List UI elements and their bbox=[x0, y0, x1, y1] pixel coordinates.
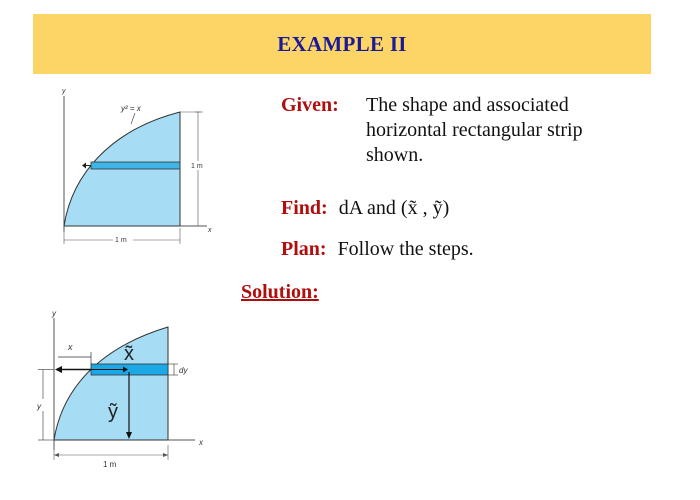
svg-text:dy: dy bbox=[179, 366, 188, 375]
svg-text:y: y bbox=[62, 88, 66, 95]
given-label: Given: bbox=[281, 94, 339, 116]
plan-text: Follow the steps. bbox=[337, 238, 474, 260]
svg-text:y: y bbox=[37, 402, 41, 411]
svg-text:1 m: 1 m bbox=[191, 163, 203, 170]
find-label: Find: bbox=[281, 197, 328, 219]
svg-text:ỹ: ỹ bbox=[108, 401, 118, 423]
svg-text:x: x bbox=[208, 227, 212, 234]
solution-heading: Solution: bbox=[241, 281, 319, 303]
figure-shape-with-strip bbox=[40, 82, 240, 252]
svg-text:x: x bbox=[68, 342, 73, 352]
figure-strip-centroid bbox=[25, 305, 225, 477]
title-banner bbox=[33, 14, 651, 74]
slide-title: EXAMPLE II bbox=[277, 31, 407, 56]
svg-text:y² = x: y² = x bbox=[121, 104, 141, 113]
plan-section bbox=[281, 237, 474, 262]
find-section bbox=[281, 196, 449, 221]
given-text: The shape and associated horizontal rectangular strip shown. bbox=[366, 94, 583, 166]
svg-text:1 m: 1 m bbox=[103, 460, 117, 469]
svg-text:y: y bbox=[52, 309, 56, 318]
find-text: dA and (x̃ , ỹ) bbox=[338, 197, 450, 219]
svg-text:x: x bbox=[199, 438, 203, 447]
svg-text:x̃: x̃ bbox=[124, 343, 134, 365]
plan-label: Plan: bbox=[281, 238, 327, 260]
svg-text:1 m: 1 m bbox=[115, 237, 127, 244]
